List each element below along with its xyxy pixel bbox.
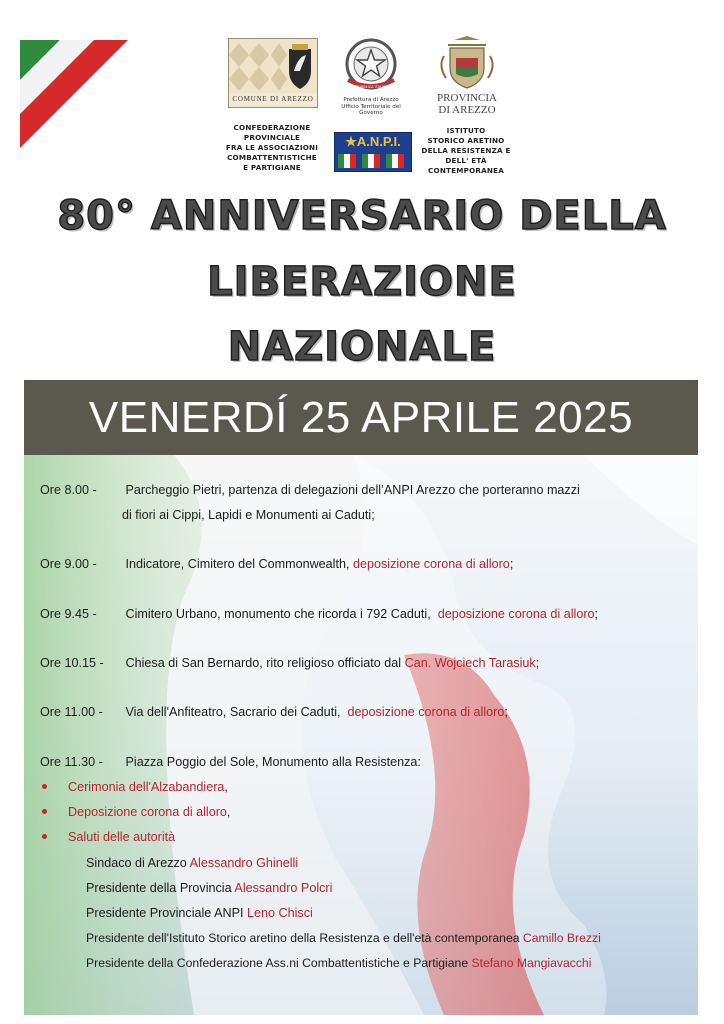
date-banner: VENERDÍ 25 APRILE 2025 [24,380,698,455]
speaker-role: Sindaco di Arezzo [86,856,187,870]
event-11-00 [40,705,508,719]
speaker-role: Presidente della Provincia [86,881,232,895]
istituto-line: DELL' ETÀ [445,156,487,165]
speaker-confederazione [86,956,591,970]
event-time: Ore 9.45 - [40,607,97,621]
prefettura-ribbon: REPUBBLICA ITALIANA [351,85,391,89]
province-crest-icon [426,36,508,92]
prefettura-logo [330,36,412,116]
bullet-end: , [226,805,231,819]
istituto-line: STORICO ARETINO [427,136,505,145]
event-9-00 [40,557,513,571]
speaker-provincia [86,881,332,895]
event-time: Ore 9.00 - [40,557,97,571]
corner-flag-ribbon [0,0,140,160]
event-text: Cimitero Urbano, monumento che ricorda i 792 Caduti, [125,607,431,621]
headline-line-1: 80° ANNIVERSARIO DELLA [57,193,667,239]
event-end: ; [594,607,599,621]
comune-label: COMUNE DI AREZZO [232,95,314,103]
bullet-text: Saluti delle autorità [68,830,176,844]
event-highlight: Can. Wojciech Tarasiuk [404,656,536,670]
event-9-45 [40,607,598,621]
event-11-30 [40,755,421,769]
speaker-istituto [86,931,601,945]
confederazione-line: PROVINCIALE [243,133,301,142]
speaker-sindaco [86,856,298,870]
coat-of-arms-horse-icon [229,39,317,93]
provincia-arezzo-logo [426,36,508,116]
provincia-line2: DI AREZZO [438,104,496,116]
confederazione-line: CONFEDERAZIONE [233,123,311,132]
speaker-name: Leno Chisci [247,906,313,920]
istituto-caption [416,126,516,176]
event-highlight: deposizione corona di alloro [347,705,505,719]
confederazione-line: FRA LE ASSOCIAZIONI [225,143,319,152]
event-text: Chiesa di San Bernardo, rito religioso officiato dal [125,656,402,670]
event-text: Piazza Poggio del Sole, Monumento alla Resistenza: [125,755,421,769]
headline-line-3: NAZIONALE [227,324,497,370]
confederazione-caption [218,123,326,173]
event-10-15 [40,656,539,670]
event-8-00-continued [122,508,375,522]
event-text: Indicatore, Cimitero del Commonwealth, [125,557,350,571]
program [24,455,698,1015]
bullet-end: , [224,780,228,794]
event-end: ; [509,557,514,571]
speaker-role: Presidente Provinciale ANPI [86,906,244,920]
bullet-text: Cerimonia dell'Alzabandiera [68,780,225,794]
event-time: Ore 8.00 - [40,483,97,497]
event-end: ; [504,705,508,719]
event-text: di fiori ai Cippi, Lapidi e Monumenti ai Caduti; [122,508,375,522]
anpi-tricolour-icon [335,152,411,170]
speaker-role: Presidente della Confederazione Ass.ni Combattentistiche e Partigiane [86,956,469,970]
confederazione-line: COMBATTENTISTICHE [227,153,317,162]
event-time: Ore 11.30 - [40,755,103,769]
event-end: ; [535,656,540,670]
speaker-name: Stefano Mangiavacchi [471,956,592,970]
istituto-line: ISTITUTO [446,126,486,135]
event-highlight: deposizione corona di alloro [352,557,510,571]
event-highlight: deposizione corona di alloro [437,607,595,621]
speaker-name: Alessandro Ghinelli [189,856,299,870]
prefettura-line2: Ufficio Territoriale del Governo [341,104,401,116]
bullet-text: Deposizione corona di alloro [68,805,227,819]
prefettura-line1: Prefettura di Arezzo [343,97,399,103]
event-8-00 [40,483,580,497]
anpi-label: ★A.N.P.I. [345,134,401,149]
confederazione-line: E PARTIGIANE [243,163,301,172]
anpi-logo [334,132,412,172]
comune-arezzo-logo [228,38,318,108]
bullet-icon [42,784,47,789]
bullet-icon [42,834,47,839]
event-text: Via dell'Anfiteatro, Sacrario dei Caduti, [125,705,341,719]
bullet-item-deposizione [68,805,230,819]
istituto-line: CONTEMPORANEA [428,166,504,175]
headline-line-2: LIBERAZIONE [207,259,517,305]
bullet-icon [42,809,47,814]
event-time: Ore 10.15 - [40,656,104,670]
speaker-anpi [86,906,313,920]
speaker-name: Camillo Brezzi [522,931,601,945]
istituto-line: DELLA RESISTENZA E [421,146,511,155]
speaker-name: Alessandro Polcri [234,881,333,895]
provincia-line1: PROVINCIA [437,92,497,104]
speaker-role: Presidente dell'Istituto Storico aretino della Resistenza e dell'età contemporanea [86,931,520,945]
bullet-item-alzabandiera [68,780,228,794]
bullet-item-saluti [68,830,175,844]
event-time: Ore 11.00 - [40,705,103,719]
event-text: Parcheggio Pietri, partenza di delegazioni dell’ANPI Arezzo che porteranno mazzi [125,483,580,497]
